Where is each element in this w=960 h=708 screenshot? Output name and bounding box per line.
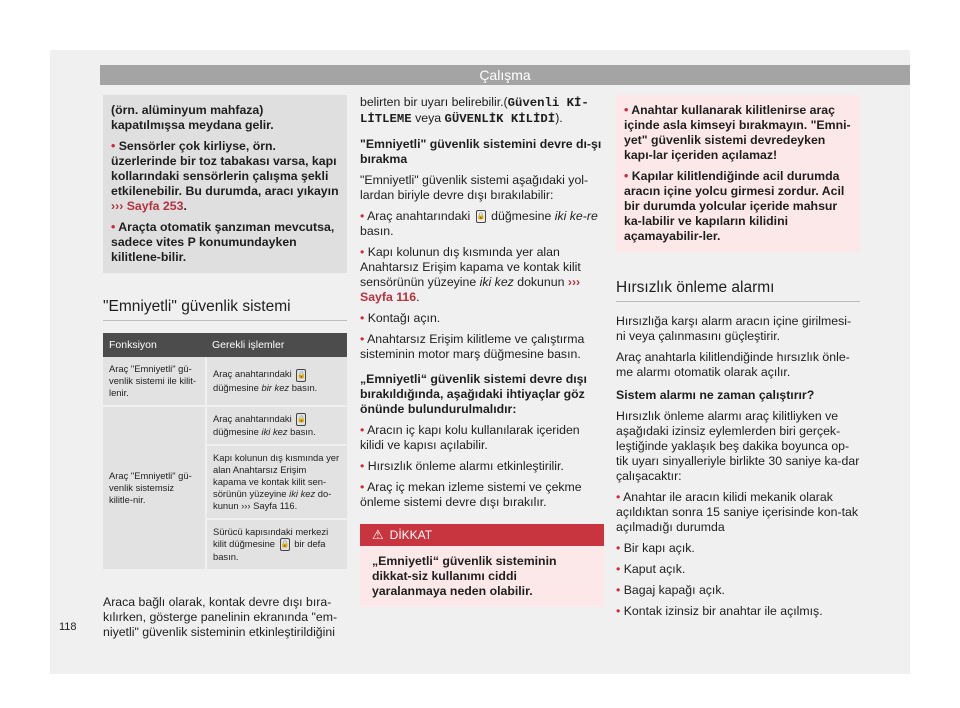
bullet-icon: • bbox=[616, 604, 621, 618]
list-item: • Bir kapı açık. bbox=[616, 541, 695, 555]
column-left bbox=[103, 95, 347, 646]
table-row bbox=[103, 357, 347, 406]
lock-key-icon: 🔒 bbox=[296, 413, 306, 426]
list-item: • Anahtar ile aracın kilidi mekanik olarak açıldıktan sonra 15 saniye içerisinde kon-tak açılmadığı durumda bbox=[616, 490, 858, 534]
warning-triangle-icon: ⚠ bbox=[372, 527, 384, 542]
list-item: • Kaput açık. bbox=[616, 562, 686, 576]
section-heading: "Emniyetli" güvenlik sistemi bbox=[103, 299, 347, 321]
table-cell: Kapı kolunun dış kısmında yer alan Anahtarsız Erişim kapama ve kontak kilit sen-sörünün yüzeyine iki kez do-kunun ››› Sayfa 116. bbox=[206, 445, 347, 519]
bullet-icon: • bbox=[360, 245, 365, 259]
table-row bbox=[103, 406, 347, 445]
section-heading: Hırsızlık önleme alarmı bbox=[616, 280, 860, 302]
subheading: Sistem alarmı ne zaman çalıştırır? bbox=[616, 388, 815, 402]
bullet-icon: • bbox=[111, 220, 116, 234]
paragraph: belirten bir uyarı belirebilir.(Güvenli Kİ-LİTLEME veya GÜVENLİK KİLİDİ). bbox=[360, 95, 589, 126]
bullet-icon: • bbox=[616, 562, 621, 576]
subheading: „Emniyetli“ güvenlik sistemi devre dışı bırakıldığında, aşağıdaki ihtiyaçlar göz önünde bulundurulmalıdır: bbox=[360, 372, 587, 416]
list-item: • Araç iç mekan izleme sistemi ve çekme önleme sistemi devre dışı bırakılır. bbox=[360, 480, 582, 509]
section-header: Çalışma bbox=[100, 65, 910, 85]
list-item: • Bagaj kapağı açık. bbox=[616, 583, 725, 597]
list-item: • Hırsızlık önleme alarmı etkinleştirilir. bbox=[360, 459, 564, 473]
note-line: (örn. alüminyum mahfaza) kapatılmışsa meydana gelir. bbox=[111, 103, 274, 132]
list-item: • Araç anahtarındaki 🔒 düğmesine iki ke-re basın. bbox=[360, 209, 598, 238]
bullet-icon: • bbox=[360, 311, 365, 325]
bullet-icon: • bbox=[360, 459, 365, 473]
lock-key-icon: 🔒 bbox=[476, 210, 486, 223]
table-cell: Sürücü kapısındaki merkezi kilit düğmesine 🔒 bir defa basın. bbox=[206, 519, 347, 570]
bullet-icon: • bbox=[360, 209, 365, 223]
subheading: "Emniyetli" güvenlik sistemini devre dı-şı bırakma bbox=[360, 137, 602, 166]
list-item: • Kapılar kilitlendiğinde acil durumda aracın içine yolcu girmesi zordur. Acil bir durumda yolcular içeride mahsur ka-labilir ve kapıların kilidini açamayabilir-ler. bbox=[624, 169, 845, 243]
note-box bbox=[103, 95, 347, 273]
list-item: • Anahtar kullanarak kilitlenirse araç içinde asla kimseyi bırakmayın. "Emni-yet" güvenlik sistemi devredeyken kapı-lar içeriden açılamaz! bbox=[624, 103, 851, 162]
table-header: Gerekli işlemler bbox=[206, 333, 347, 357]
warning-header: ⚠ DİKKAT bbox=[360, 524, 604, 546]
lock-key-icon: 🔒 bbox=[280, 538, 290, 551]
paragraph: Hırsızlığa karşı alarm aracın içine girilmesi-ni veya çalınmasını güçleştirir. bbox=[616, 314, 852, 343]
bullet-icon: • bbox=[616, 583, 621, 597]
bullet-icon: • bbox=[616, 490, 621, 504]
warning-box bbox=[360, 524, 604, 607]
note-bullet: • Sensörler çok kirliyse, örn. üzerlerinde bir toz tabakası varsa, kapı kollarındaki sensörlerin çalışma şekli etkilenebilir. Bu durumda, aracı yıkayın ››› Sayfa 253. bbox=[111, 139, 339, 213]
column-middle bbox=[360, 95, 604, 607]
lock-key-icon: 🔒 bbox=[296, 369, 306, 382]
warning-continued-box bbox=[616, 95, 860, 252]
bullet-icon: • bbox=[624, 169, 629, 183]
function-table bbox=[103, 333, 347, 571]
bullet-icon: • bbox=[624, 103, 629, 117]
table-cell: Araç "Emniyetli" gü-venlik sistemsiz kilitle-nir. bbox=[103, 406, 206, 570]
list-item: • Aracın iç kapı kolu kullanılarak içeriden kilidi ve kapısı açılabilir. bbox=[360, 423, 580, 452]
warning-body: „Emniyetli“ güvenlik sisteminin dikkat-siz kullanımı ciddi yaralanmaya neden olabilir. bbox=[360, 546, 604, 607]
paragraph: Hırsızlık önleme alarmı araç kilitliyken ve aşağıdaki izinsiz eylemlerden biri gerçek-leştiğinde yaklaşık beş dakika boyunca op-tik uyarı sinyalleriyle birlikte 30 saniye ka-dar çalışacaktır: bbox=[616, 409, 860, 483]
table-header: Fonksiyon bbox=[103, 333, 206, 357]
paragraph: Araç anahtarla kilitlendiğinde hırsızlık önle-me alarmı otomatik olarak açılır. bbox=[616, 350, 850, 379]
table-cell: Araç anahtarındaki 🔒 düğmesine iki kez basın. bbox=[206, 406, 347, 445]
column-right bbox=[616, 95, 860, 625]
paragraph: "Emniyetli" güvenlik sistemi aşağıdaki yol-lardan biriyle devre dışı bırakılabilir: bbox=[360, 173, 589, 202]
manual-page bbox=[50, 50, 910, 674]
paragraph: Araca bağlı olarak, kontak devre dışı bıra-kılırken, gösterge panelinin ekranında "em-niyetli" güvenlik sisteminin etkinleştirildiğini bbox=[103, 595, 338, 640]
page-link[interactable]: ››› Sayfa 253 bbox=[111, 199, 184, 213]
table-cell: Araç anahtarındaki 🔒 düğmesine bir kez basın. bbox=[206, 357, 347, 406]
bullet-icon: • bbox=[360, 480, 365, 494]
page-link[interactable]: ››› Sayfa 116 bbox=[360, 275, 581, 304]
list-item: • Anahtarsız Erişim kilitleme ve çalıştırma sisteminin motor marş düğmesine basın. bbox=[360, 332, 585, 361]
page-number: 118 bbox=[59, 621, 77, 633]
bullet-icon: • bbox=[360, 423, 365, 437]
note-bullet: • Araçta otomatik şanzıman mevcutsa, sadece vites P konumundayken kilitlene-bilir. bbox=[111, 220, 335, 264]
bullet-icon: • bbox=[111, 139, 116, 153]
list-item: • Kapı kolunun dış kısmında yer alan Anahtarsız Erişim kapama ve kontak kilit sensörünün yüzeyine iki kez dokunun ››› Sayfa 116. bbox=[360, 245, 581, 304]
bullet-icon: • bbox=[360, 332, 365, 346]
bullet-icon: • bbox=[616, 541, 621, 555]
list-item: • Kontağı açın. bbox=[360, 311, 441, 325]
list-item: • Kontak izinsiz bir anahtar ile açılmış. bbox=[616, 604, 823, 618]
table-cell: Araç "Emniyetli" gü-venlik sistemi ile kilit-lenir. bbox=[103, 357, 206, 406]
